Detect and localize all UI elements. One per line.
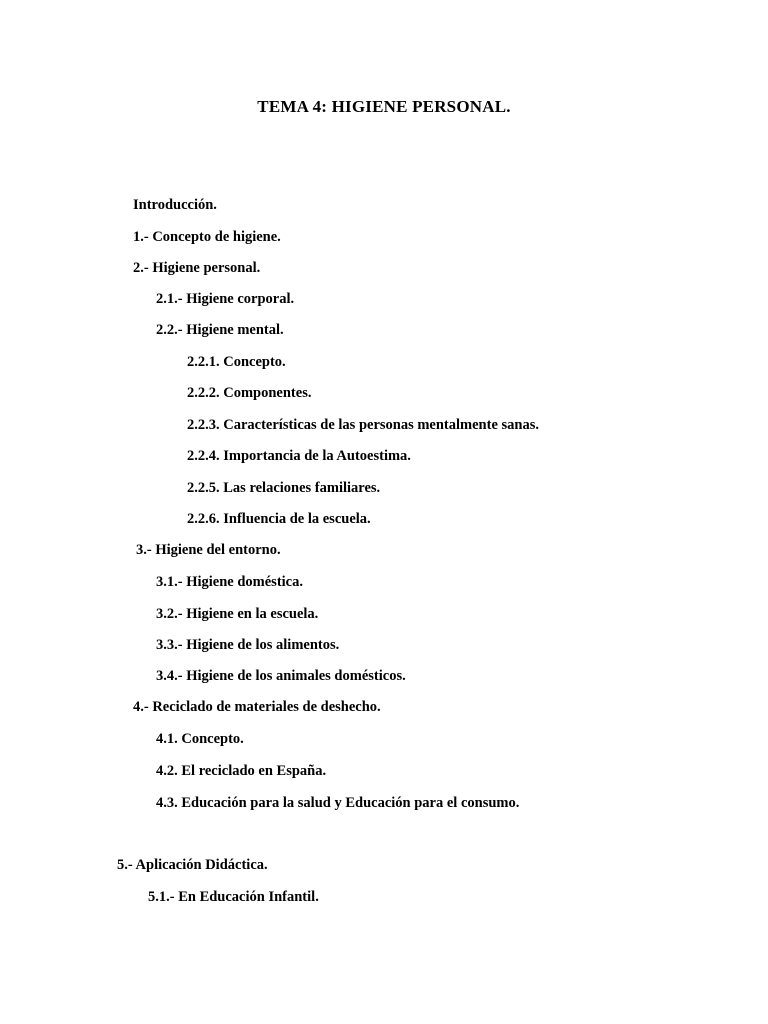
- toc-item-4-3: 4.3. Educación para la salud y Educación para el consumo.: [156, 795, 520, 811]
- toc-item-4: 4.- Reciclado de materiales de deshecho.: [133, 699, 381, 715]
- toc-item-3-3: 3.3.- Higiene de los alimentos.: [156, 637, 340, 653]
- toc-item-1: 1.- Concepto de higiene.: [133, 229, 281, 245]
- toc-item-4-2: 4.2. El reciclado en España.: [156, 763, 327, 779]
- toc-item-3-1: 3.1.- Higiene doméstica.: [156, 574, 303, 590]
- toc-item-3-2: 3.2.- Higiene en la escuela.: [156, 606, 319, 622]
- toc-item-introduccion: Introducción.: [133, 197, 217, 213]
- document-title: TEMA 4: HIGIENE PERSONAL.: [257, 97, 511, 116]
- toc-item-2-2-1: 2.2.1. Concepto.: [187, 354, 286, 370]
- toc-item-2-1: 2.1.- Higiene corporal.: [156, 291, 295, 307]
- toc-item-2-2-5: 2.2.5. Las relaciones familiares.: [187, 480, 381, 496]
- toc-item-2-2-3: 2.2.3. Características de las personas mentalmente sanas.: [187, 417, 539, 433]
- toc-item-3: 3.- Higiene del entorno.: [136, 542, 281, 558]
- toc-item-3-4: 3.4.- Higiene de los animales domésticos.: [156, 668, 406, 684]
- toc-item-2-2-4: 2.2.4. Importancia de la Autoestima.: [187, 448, 411, 464]
- toc-item-2-2: 2.2.- Higiene mental.: [156, 322, 284, 338]
- toc-item-2-2-2: 2.2.2. Componentes.: [187, 385, 312, 401]
- toc-item-2: 2.- Higiene personal.: [133, 260, 261, 276]
- toc-item-5-1: 5.1.- En Educación Infantil.: [148, 889, 319, 905]
- toc-item-2-2-6: 2.2.6. Influencia de la escuela.: [187, 511, 371, 527]
- toc-item-5: 5.- Aplicación Didáctica.: [117, 857, 268, 873]
- toc-item-4-1: 4.1. Concepto.: [156, 731, 244, 747]
